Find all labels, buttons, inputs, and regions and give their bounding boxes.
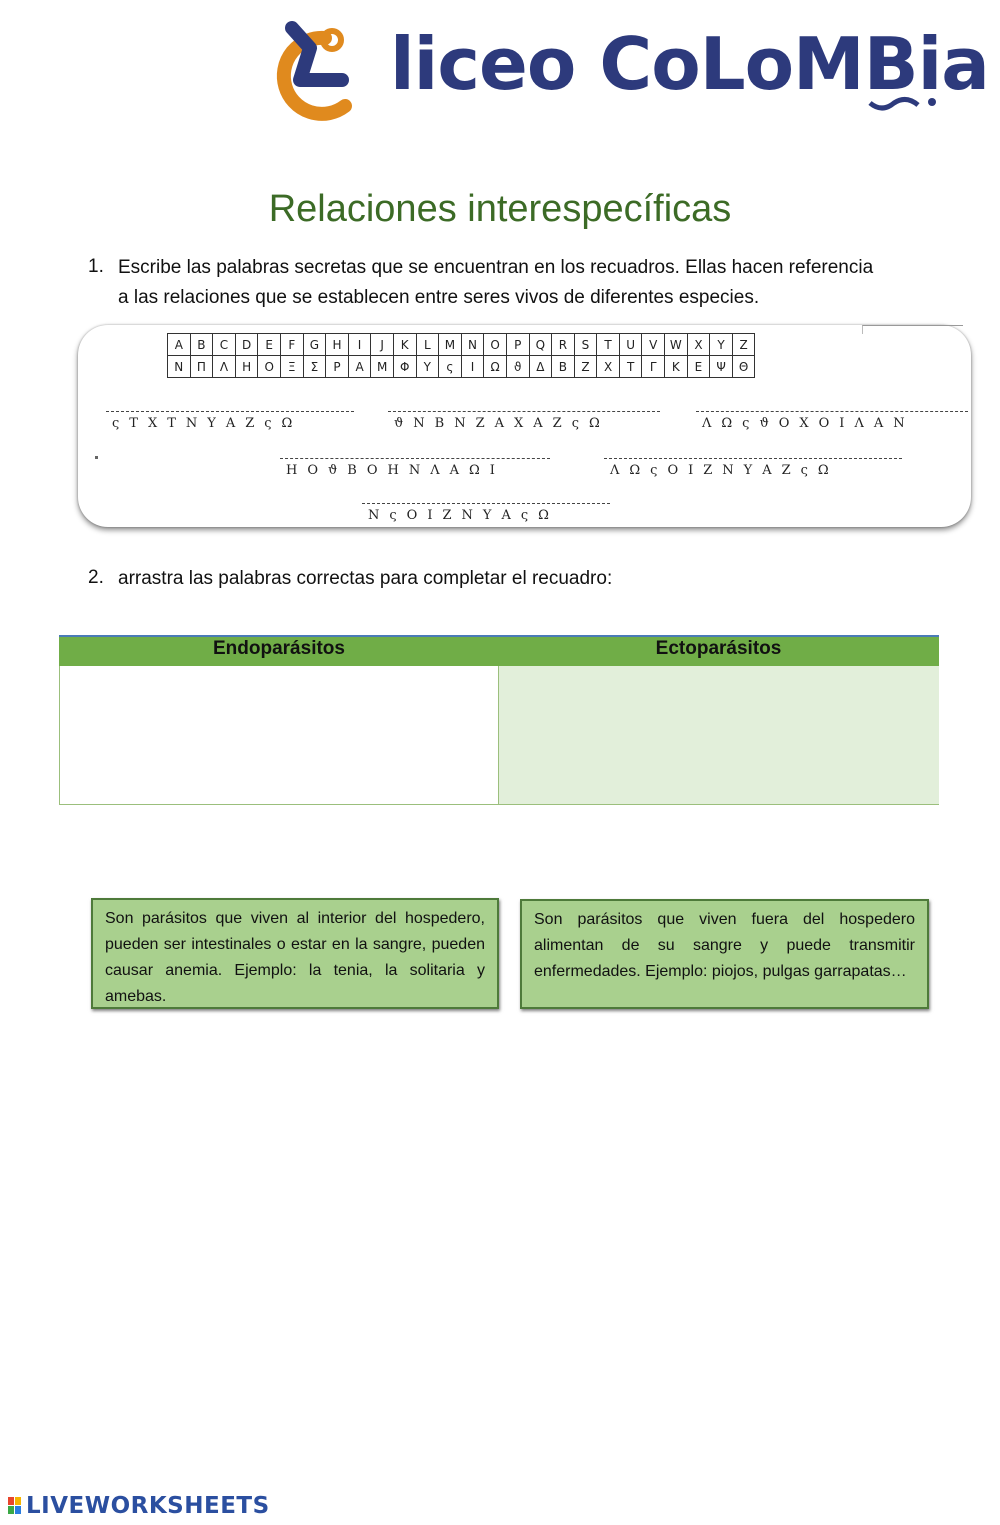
definition-endoparasites[interactable]: Son parásitos que viven al interior del hospedero, pueden ser intestinales o estar en la sangre, pueden causar anemia. Ejemplo: la tenia, la solitaria y amebas. bbox=[91, 898, 499, 1009]
page-title: Relaciones interespecíficas bbox=[268, 188, 732, 230]
cipher-latin-cell: I bbox=[348, 334, 371, 356]
drop-zone-endoparasites[interactable] bbox=[60, 666, 498, 804]
cipher-greek-cell: Ω bbox=[484, 356, 507, 378]
cipher-latin-cell: P bbox=[506, 334, 529, 356]
cipher-greek-cell: Ι bbox=[461, 356, 484, 378]
cipher-latin-cell: W bbox=[665, 334, 688, 356]
cipher-latin-cell: J bbox=[371, 334, 394, 356]
code-word-4: ΗΟϑΒΟΗΝΛΑΩΙ bbox=[286, 463, 505, 478]
cipher-greek-cell: Υ bbox=[416, 356, 439, 378]
cipher-latin-cell: A bbox=[168, 334, 191, 356]
cipher-latin-cell: G bbox=[303, 334, 326, 356]
cipher-greek-cell: Ψ bbox=[710, 356, 733, 378]
cipher-greek-cell: Ν bbox=[168, 356, 191, 378]
cipher-greek-cell: Ξ bbox=[280, 356, 303, 378]
cipher-key-table bbox=[167, 333, 755, 378]
cipher-latin-cell: K bbox=[393, 334, 416, 356]
answer-line-1[interactable] bbox=[106, 411, 354, 412]
school-name: liceo CoLoMBia bbox=[390, 22, 989, 106]
question-2-number: 2. bbox=[88, 567, 104, 588]
cipher-greek-cell: Λ bbox=[213, 356, 236, 378]
cipher-greek-cell: Ζ bbox=[574, 356, 597, 378]
cipher-greek-cell: ς bbox=[439, 356, 462, 378]
cipher-greek-cell: Κ bbox=[665, 356, 688, 378]
cipher-latin-cell: S bbox=[574, 334, 597, 356]
answer-line-5[interactable] bbox=[604, 458, 902, 459]
cipher-latin-cell: F bbox=[280, 334, 303, 356]
stray-dot bbox=[95, 456, 98, 459]
cipher-latin-cell: T bbox=[597, 334, 620, 356]
header-ectoparasites: Ectoparásitos bbox=[655, 638, 782, 659]
code-word-5: ΛΩςΟΙΖΝΥΑΖςΩ bbox=[610, 463, 839, 478]
cipher-greek-cell: Χ bbox=[597, 356, 620, 378]
cipher-greek-cell: Ε bbox=[687, 356, 710, 378]
liveworksheets-brand: LIVEWORKSHEETS bbox=[26, 1493, 270, 1519]
answer-line-2[interactable] bbox=[388, 411, 660, 412]
cipher-latin-cell: O bbox=[484, 334, 507, 356]
definition-ectoparasites[interactable]: Son parásitos que viven fuera del hospedero alimentan de su sangre y puede transmitir enfermedades. Ejemplo: piojos, pulgas garrapatas… bbox=[520, 899, 929, 1009]
header-endoparasites: Endoparásitos bbox=[213, 638, 345, 659]
cipher-greek-cell: Ρ bbox=[326, 356, 349, 378]
cipher-latin-cell: H bbox=[326, 334, 349, 356]
question-1-number: 1. bbox=[88, 256, 104, 277]
cipher-greek-cell: Θ bbox=[732, 356, 755, 378]
cipher-greek-cell: Σ bbox=[303, 356, 326, 378]
cipher-latin-cell: Y bbox=[710, 334, 733, 356]
cipher-latin-cell: D bbox=[235, 334, 258, 356]
answer-line-3[interactable] bbox=[696, 411, 968, 412]
liveworksheets-logo-icon bbox=[8, 1497, 22, 1515]
cipher-greek-cell: ϑ bbox=[506, 356, 529, 378]
cipher-latin-cell: V bbox=[642, 334, 665, 356]
cipher-greek-cell: Ο bbox=[258, 356, 281, 378]
cipher-latin-cell: N bbox=[461, 334, 484, 356]
panel-corner bbox=[862, 325, 963, 334]
cipher-latin-cell: L bbox=[416, 334, 439, 356]
drop-zone-ectoparasites[interactable] bbox=[498, 666, 939, 804]
cipher-latin-cell: M bbox=[439, 334, 462, 356]
cipher-greek-cell: Γ bbox=[642, 356, 665, 378]
cipher-latin-cell: U bbox=[619, 334, 642, 356]
cipher-greek-cell: Α bbox=[348, 356, 371, 378]
cipher-greek-cell: Τ bbox=[619, 356, 642, 378]
cipher-latin-cell: Z bbox=[732, 334, 755, 356]
code-word-6: ΝςΟΙΖΝΥΑςΩ bbox=[368, 508, 559, 523]
cipher-latin-cell: E bbox=[258, 334, 281, 356]
cipher-greek-cell: Π bbox=[190, 356, 213, 378]
answer-line-4[interactable] bbox=[280, 458, 550, 459]
code-word-1: ςΤΧΤΝΥΑΖςΩ bbox=[112, 416, 303, 431]
question-2-text: arrastra las palabras correctas para completar el recuadro: bbox=[118, 568, 613, 589]
cipher-latin-row bbox=[168, 334, 755, 356]
cipher-latin-cell: Q bbox=[529, 334, 552, 356]
cipher-greek-row bbox=[168, 356, 755, 378]
answer-line-6[interactable] bbox=[362, 503, 610, 504]
code-word-3: ΛΩςϑΟΧΟΙΛΑΝ bbox=[702, 416, 915, 431]
code-word-2: ϑΝΒΝΖΑΧΑΖςΩ bbox=[394, 416, 610, 431]
cipher-latin-cell: B bbox=[190, 334, 213, 356]
cipher-latin-cell: R bbox=[552, 334, 575, 356]
cipher-latin-cell: C bbox=[213, 334, 236, 356]
cipher-greek-cell: Η bbox=[235, 356, 258, 378]
cipher-greek-cell: Δ bbox=[529, 356, 552, 378]
cipher-greek-cell: Φ bbox=[393, 356, 416, 378]
question-1-line-2: a las relaciones que se establecen entre seres vivos de diferentes especies. bbox=[118, 287, 760, 308]
cipher-greek-cell: Μ bbox=[371, 356, 394, 378]
question-1-line-1: Escribe las palabras secretas que se encuentran en los recuadros. Ellas hacen referencia bbox=[118, 257, 874, 278]
cipher-greek-cell: Β bbox=[552, 356, 575, 378]
cipher-latin-cell: X bbox=[687, 334, 710, 356]
